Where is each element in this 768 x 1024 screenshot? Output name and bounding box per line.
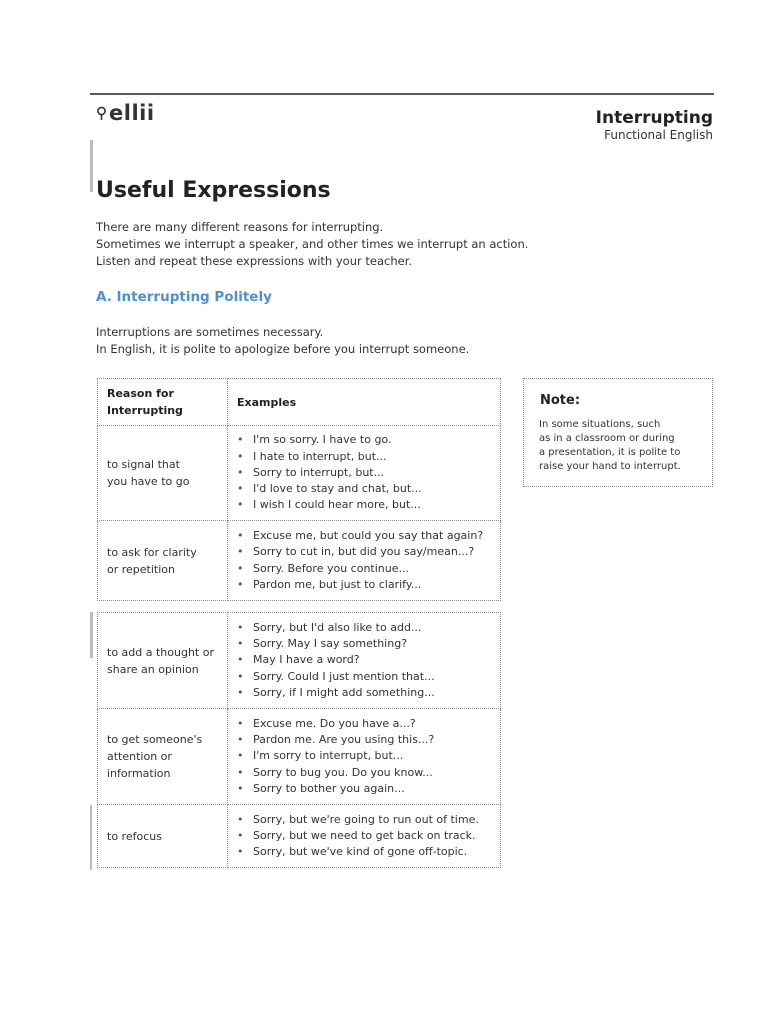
- example-text: Sorry. May I say something?: [253, 637, 408, 651]
- example-text: I'm so sorry. I have to go.: [253, 433, 392, 447]
- header-text: Reason for: [107, 387, 174, 400]
- bullet-icon: •: [237, 561, 244, 575]
- example-text: Pardon me, but just to clarify...: [253, 577, 422, 591]
- intro-line: Listen and repeat these expressions with your teacher.: [96, 254, 413, 268]
- example-item: [237, 497, 491, 513]
- reason-text: share an opinion: [107, 662, 199, 676]
- note-title: Note:: [540, 393, 581, 408]
- reason-column-header: [98, 379, 228, 426]
- example-item: [237, 544, 491, 560]
- bullet-icon: •: [237, 781, 244, 795]
- bullet-icon: •: [237, 716, 244, 730]
- example-item: [237, 465, 491, 481]
- page-edge-bar: [90, 140, 93, 192]
- header-rule: [90, 93, 714, 95]
- example-item: [237, 748, 491, 764]
- reason-cell: [98, 426, 228, 521]
- table-header-row: [98, 379, 501, 426]
- part-a-heading: A. Interrupting Politely: [96, 289, 272, 305]
- example-text: I wish I could hear more, but...: [253, 498, 421, 512]
- bullet-icon: •: [237, 449, 244, 463]
- example-text: Sorry to bug you. Do you know...: [253, 765, 433, 779]
- reason-cell: [98, 805, 228, 868]
- bullet-icon: •: [237, 433, 244, 447]
- worksheet-title: Interrupting: [595, 108, 713, 128]
- example-text: Sorry to cut in, but did you say/mean...?: [253, 545, 475, 559]
- header-text: Interrupting: [107, 404, 183, 417]
- note-body: [539, 418, 681, 474]
- bullet-icon: •: [237, 528, 244, 542]
- examples-cell: [228, 805, 501, 868]
- bullet-icon: •: [237, 685, 244, 699]
- reason-cell: [98, 613, 228, 709]
- intro-line: In English, it is polite to apologize before you interrupt someone.: [96, 342, 470, 356]
- bullet-icon: •: [237, 828, 244, 842]
- table-row: [98, 521, 501, 601]
- examples-cell: [228, 426, 501, 521]
- example-text: Sorry, but we need to get back on track.: [253, 828, 476, 842]
- intro-line: Interruptions are sometimes necessary.: [96, 325, 324, 339]
- examples-column-header: Examples: [228, 379, 501, 426]
- example-item: [237, 620, 491, 636]
- reason-text: to add a thought or: [107, 645, 214, 659]
- example-text: Sorry, but we're going to run out of time.: [253, 812, 479, 826]
- example-text: Sorry, if I might add something...: [253, 685, 435, 699]
- bullet-icon: •: [237, 545, 244, 559]
- example-item: [237, 561, 491, 577]
- bullet-icon: •: [237, 669, 244, 683]
- example-item: [237, 528, 491, 544]
- example-item: [237, 652, 491, 668]
- example-text: Sorry to interrupt, but...: [253, 465, 385, 479]
- reason-text: to refocus: [107, 829, 162, 843]
- logo-text: ellii: [109, 101, 155, 125]
- example-text: Sorry. Could I just mention that...: [253, 669, 435, 683]
- reason-cell: [98, 709, 228, 805]
- example-item: [237, 432, 491, 448]
- bullet-icon: •: [237, 577, 244, 591]
- example-text: Sorry. Before you continue...: [253, 561, 409, 575]
- example-item: [237, 636, 491, 652]
- bullet-icon: •: [237, 733, 244, 747]
- reason-text: information: [107, 767, 171, 780]
- reason-text: or repetition: [107, 562, 175, 576]
- example-item: [237, 669, 491, 685]
- example-item: [237, 781, 491, 797]
- brand-logo: [96, 101, 155, 125]
- example-item: [237, 481, 491, 497]
- example-item: [237, 844, 491, 860]
- examples-cell: [228, 613, 501, 709]
- reason-cell: [98, 521, 228, 601]
- example-text: Excuse me. Do you have a...?: [253, 716, 416, 730]
- expressions-table: [97, 378, 501, 601]
- note-line: In some situations, such: [539, 419, 661, 430]
- reason-text: attention or: [107, 750, 172, 763]
- example-text: I'd love to stay and chat, but...: [253, 482, 422, 496]
- table-row: [98, 805, 501, 868]
- bullet-icon: •: [237, 749, 244, 763]
- example-item: [237, 716, 491, 732]
- example-text: Sorry to bother you again...: [253, 781, 405, 795]
- reason-text: you have to go: [107, 475, 190, 488]
- table-row: [98, 426, 501, 521]
- bullet-icon: •: [237, 845, 244, 859]
- bullet-icon: •: [237, 637, 244, 651]
- bullet-icon: •: [237, 620, 244, 634]
- table-row: [98, 709, 501, 805]
- example-text: Pardon me. Are you using this...?: [253, 733, 435, 747]
- reason-text: to get someone's: [107, 733, 203, 746]
- example-text: Excuse me, but could you say that again?: [253, 528, 484, 542]
- note-line: as in a classroom or during: [539, 433, 675, 444]
- bullet-icon: •: [237, 812, 244, 826]
- reason-text: to signal that: [107, 458, 180, 471]
- example-text: Sorry, but we've kind of gone off-topic.: [253, 845, 468, 859]
- example-text: I'm sorry to interrupt, but...: [253, 749, 404, 763]
- bullet-icon: •: [237, 653, 244, 667]
- bullet-icon: •: [237, 482, 244, 496]
- section-title: Useful Expressions: [96, 178, 331, 203]
- example-item: [237, 685, 491, 701]
- bullet-icon: •: [237, 498, 244, 512]
- section-intro: [96, 219, 528, 270]
- page-edge-bar: [90, 612, 93, 658]
- example-item: [237, 828, 491, 844]
- part-a-intro: [96, 324, 469, 358]
- reason-text: to ask for clarity: [107, 545, 197, 559]
- example-text: May I have a word?: [253, 653, 360, 667]
- intro-line: Sometimes we interrupt a speaker, and other times we interrupt an action.: [96, 237, 529, 251]
- example-item: [237, 812, 491, 828]
- example-item: [237, 732, 491, 748]
- note-line: a presentation, it is polite to: [539, 447, 681, 458]
- example-text: Sorry, but I'd also like to add...: [253, 620, 422, 634]
- note-box: [523, 378, 713, 487]
- example-item: [237, 449, 491, 465]
- worksheet-header: [596, 108, 713, 143]
- example-item: [237, 577, 491, 593]
- table-row: [98, 613, 501, 709]
- location-pin-icon: [96, 106, 107, 121]
- examples-cell: [228, 709, 501, 805]
- bullet-icon: •: [237, 765, 244, 779]
- example-text: I hate to interrupt, but...: [253, 449, 387, 463]
- page-edge-bar: [90, 805, 92, 870]
- examples-cell: [228, 521, 501, 601]
- expressions-table-continued: [97, 612, 501, 868]
- example-item: [237, 765, 491, 781]
- note-line: raise your hand to interrupt.: [539, 461, 681, 472]
- bullet-icon: •: [237, 465, 244, 479]
- worksheet-subtitle: Functional English: [604, 128, 713, 142]
- intro-line: There are many different reasons for interrupting.: [96, 220, 384, 234]
